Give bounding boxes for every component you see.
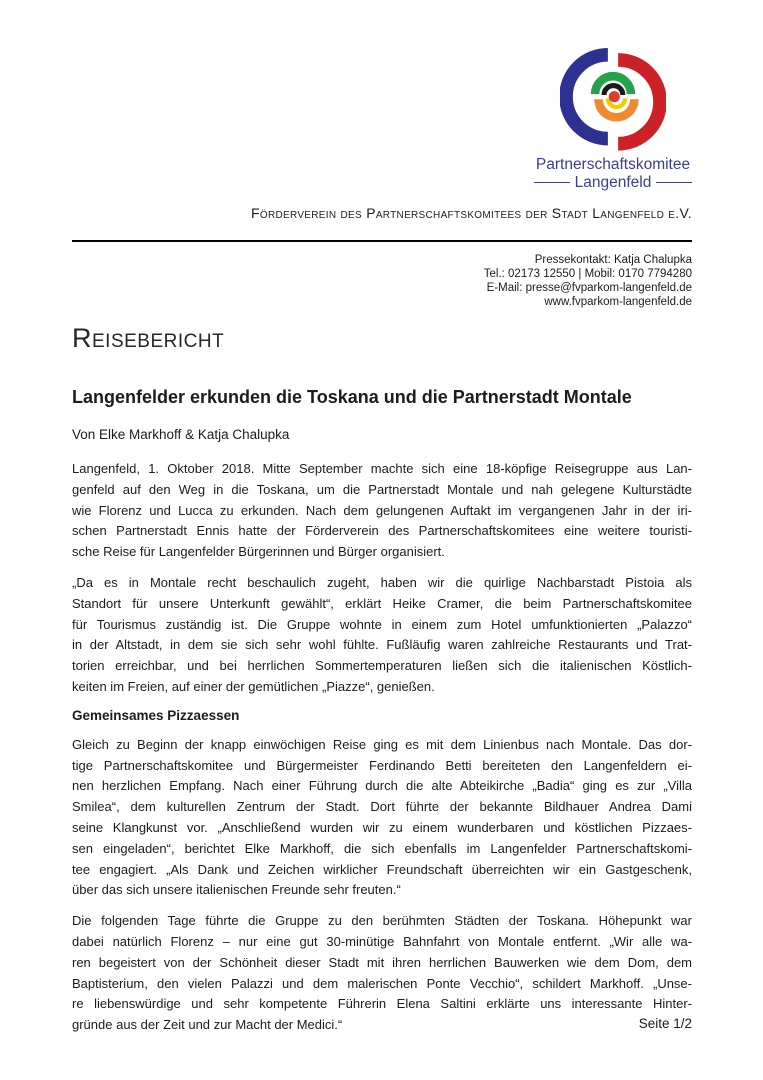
press-contact-block <box>72 253 692 309</box>
partnership-committee-logo-icon <box>534 48 692 154</box>
paragraph-line: tige Partnerschaftskomitee und Bürgermeister Ferdinando Betti bereiteten den Langenfeldern ei- <box>72 757 692 773</box>
paragraph-4 <box>72 911 692 1036</box>
document-type-heading: Reisebericht <box>72 323 225 353</box>
paragraph-line: tee engagiert. „Als Dank und Zeichen wirklicher Freundschaft überreichten wir ein Gastgeschenk, <box>72 861 692 877</box>
logo-wordmark-line2: Langenfeld <box>574 174 652 191</box>
organization-name: Förderverein des Partnerschaftskomitees der Stadt Langenfeld e.V. <box>251 205 692 221</box>
paragraph-line: Standort für unsere Unterkunft gewählt“, erklärt Heike Cramer, die beim Partnerschaftskomitee <box>72 595 692 611</box>
paragraph-line: über das sich unsere italienischen Freunde sehr freuten.“ <box>72 882 401 898</box>
paragraph-line: Gleich zu Beginn der knapp einwöchigen Reise ging es mit dem Linienbus nach Montale. Das dor- <box>72 736 692 752</box>
section-subheading: Gemeinsames Pizzaessen <box>72 707 240 723</box>
paragraph-1 <box>72 459 692 563</box>
paragraph-line: nen herzlichen Empfang. Nach einer Führung durch die alte Abteikirche „Badia“ ging es zur „Villa <box>72 778 692 794</box>
paragraph-line: für Tourismus zuständig ist. Die Gruppe wohnte in einem zum Hotel umfunktionierten „Palazzo“ <box>72 616 692 632</box>
contact-line: Tel.: 02173 12550 | Mobil: 0170 7794280 <box>483 268 692 280</box>
dash-line-left <box>534 182 570 183</box>
paragraph-line: „Da es in Montale recht beschaulich zugeht, haben wir die quirlige Nachbarstadt Pistoia als <box>72 574 692 590</box>
paragraph-line: gründe aus der Zeit und zur Macht der Medici.“ <box>72 1017 343 1033</box>
paragraph-line: schen Partnerstadt Ennis hatte der Förderverein des Partnerschaftskomitees eine weitere touristi- <box>72 523 692 539</box>
paragraph-line: Die folgenden Tage führte die Gruppe zu den berühmten Städten der Toskana. Höhepunkt war <box>72 913 692 929</box>
paragraph-2 <box>72 573 692 698</box>
paragraph-line: in der Altstadt, in dem sie sich sehr wohl fühlte. Fußläufig waren zahlreiche Restaurants und Trat- <box>72 637 692 653</box>
dash-line-right <box>656 182 692 183</box>
logo-wordmark-line1: Partnerschaftskomitee <box>535 156 691 173</box>
organization-logo <box>534 48 692 191</box>
paragraph-line: keiten im Freien, auf einer der gemütlichen „Piazze“, genießen. <box>72 678 435 694</box>
paragraph-line: genfeld auf den Weg in die Toskana, um die Partnerstadt Montale und nah gelegene Kulturstädte <box>72 481 692 497</box>
paragraph-line: seine Klangkunst vor. „Anschließend wurden wir zu einem wunderbaren und köstlichen Pizzaes- <box>72 819 692 835</box>
contact-line: Pressekontakt: Katja Chalupka <box>534 254 692 266</box>
paragraph-line: torien erreichbar, und bei herrlichen Sommertemperaturen ließen sich die italienischen Köstlich- <box>72 658 692 674</box>
contact-line: E-Mail: presse@fvparkom-langenfeld.de <box>486 282 692 294</box>
paragraph-line: re liebenswürdige und sehr kompetente Führerin Elena Saltini erklärte uns interessante Hinter- <box>72 996 692 1012</box>
paragraph-line: dabei natürlich Florenz – nur eine gut 30-minütige Bahnfahrt von Montale entfernt. „Wir alle wa- <box>72 933 692 949</box>
paragraph-line: Langenfeld, 1. Oktober 2018. Mitte September machte sich eine 18-köpfige Reisegruppe aus Lan- <box>72 461 692 476</box>
article-byline: Von Elke Markhoff & Katja Chalupka <box>72 427 290 442</box>
letterhead-divider <box>72 240 692 242</box>
paragraph-line: wie Florenz und Lucca zu erkunden. Nach dem gelungenen Auftakt im vergangenen Jahr in der iri- <box>72 502 692 518</box>
paragraph-line: sen eingeladen“, berichtet Elke Markhoff, die sich ebenfalls im Langenfelder Partnerschaftskomi- <box>72 840 692 856</box>
page-number: Seite 1/2 <box>638 1016 692 1031</box>
article-title: Langenfelder erkunden die Toskana und die Partnerstadt Montale <box>72 387 632 407</box>
paragraph-3 <box>72 735 692 901</box>
contact-line: www.fvparkom-langenfeld.de <box>544 296 692 308</box>
paragraph-line: sche Reise für Langenfelder Bürgerinnen und Bürger organisiert. <box>72 544 445 560</box>
paragraph-line: ren begeistert von der Schönheit dieser Stadt mit ihren herrlichen Bauwerken wie dem Dom, dem <box>72 954 692 970</box>
paragraph-line: Smilea“, dem kulturellen Zentrum der Stadt. Dort führte der bekannte Bildhauer Andrea Dami <box>72 799 692 815</box>
paragraph-line: Baptisterium, den vielen Palazzi und dem malerischen Ponte Vecchio“, schildert Markhoff. „Unse- <box>72 975 692 991</box>
